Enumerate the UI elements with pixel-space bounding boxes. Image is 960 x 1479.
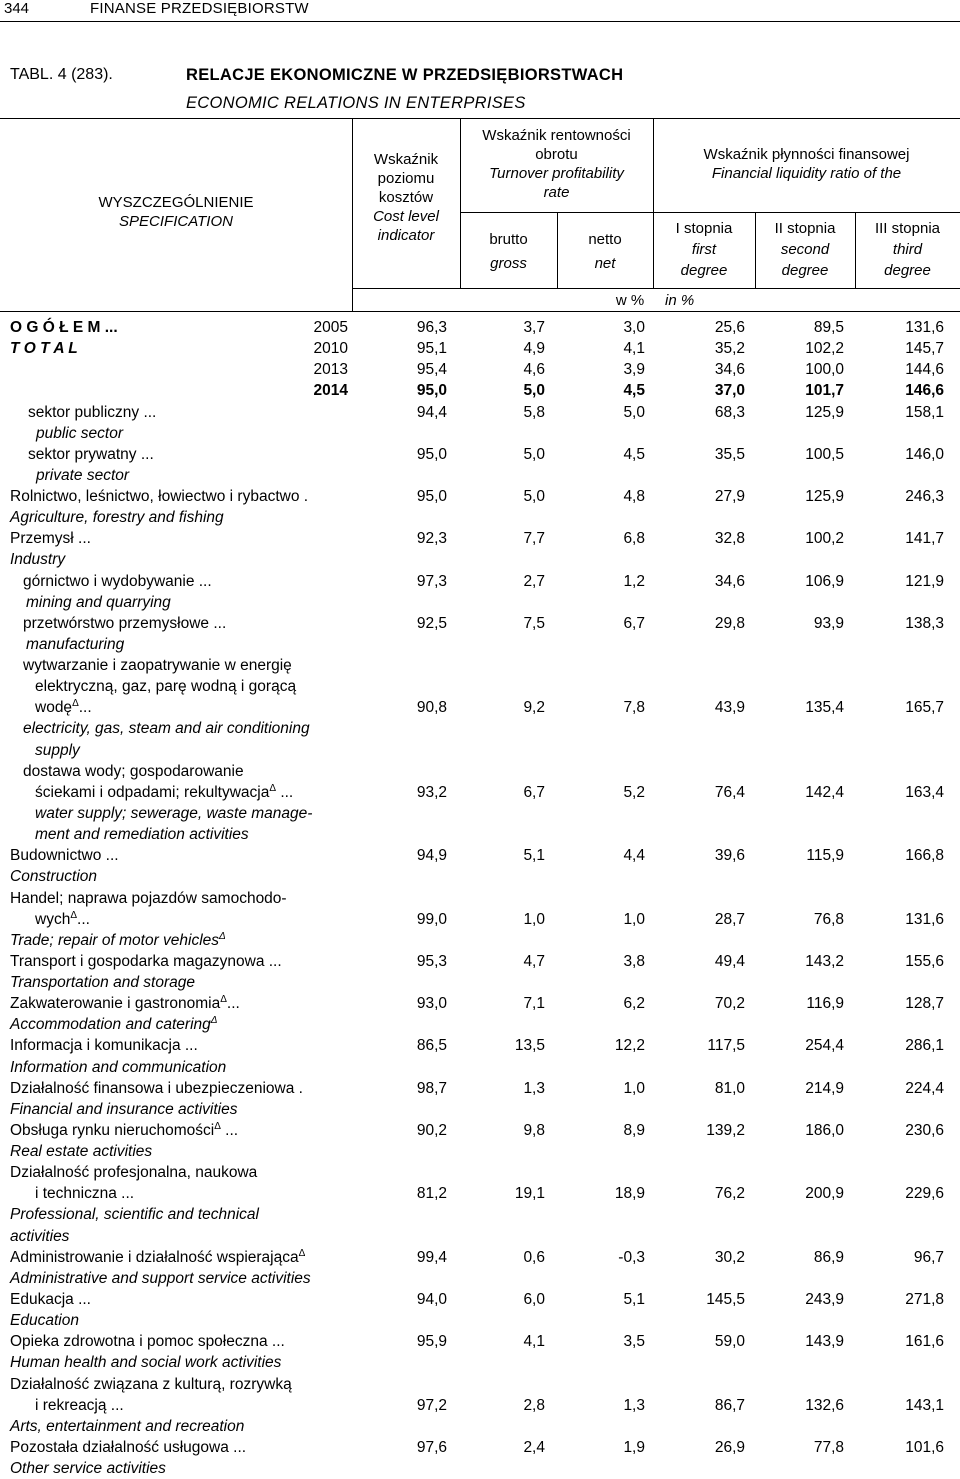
table-cell: 186,0 <box>805 1121 844 1139</box>
running-header <box>0 0 960 21</box>
table-cell: 5,0 <box>523 445 545 463</box>
table-cell: 1,3 <box>523 1079 545 1097</box>
row-label: Trade; repair of motor vehicles$^\Delta$ <box>10 930 226 949</box>
table-title-pl: RELACJE EKONOMICZNE W PRZEDSIĘBIORSTWACH <box>186 66 624 84</box>
table-cell: 35,2 <box>714 340 745 358</box>
row-label: Real estate activities <box>10 1143 153 1161</box>
table-cell: 5,0 <box>523 488 545 506</box>
table-cell: 4,1 <box>623 340 645 358</box>
table-cell: 93,9 <box>813 614 844 632</box>
table-cell: 86,7 <box>714 1396 745 1414</box>
table-row <box>0 1014 960 1035</box>
table-cell: 125,9 <box>805 488 844 506</box>
row-label: Działalność finansowa i ubezpieczeniowa . <box>10 1079 303 1097</box>
table-cell: 125,9 <box>805 403 844 421</box>
header-bottom-rule <box>0 311 960 312</box>
table-row <box>0 1183 960 1204</box>
table-row <box>0 1120 960 1141</box>
table-cell: 158,1 <box>905 403 944 421</box>
row-label: wodę$^\Delta$... <box>35 698 92 717</box>
row-label: sektor publiczny ... <box>28 403 157 421</box>
table-row <box>0 888 960 909</box>
table-cell: 94,0 <box>416 1290 447 1308</box>
table-cell: 4,5 <box>623 445 645 463</box>
table-cell: 95,1 <box>416 340 447 358</box>
table-cell: 121,9 <box>905 572 944 590</box>
table-cell: 9,8 <box>523 1121 545 1139</box>
table-row <box>0 507 960 528</box>
table-cell: 131,6 <box>905 910 944 928</box>
table-row <box>0 824 960 845</box>
row-label: Edukacja ... <box>10 1290 91 1308</box>
table-cell: 145,5 <box>706 1290 745 1308</box>
table-cell: 6,8 <box>623 530 645 548</box>
header-specification: WYSZCZEGÓLNIENIE SPECIFICATION <box>98 194 254 230</box>
row-label: Transportation and storage <box>10 974 195 992</box>
table-row <box>0 592 960 613</box>
row-label: water supply; sewerage, waste manage- <box>35 804 313 822</box>
row-label: Handel; naprawa pojazdów samochodo- <box>10 889 287 907</box>
table-cell: 76,2 <box>714 1185 745 1203</box>
table-cell: 7,8 <box>623 699 645 717</box>
table-row <box>0 380 960 401</box>
delta-mark-icon: Δ <box>220 994 227 1005</box>
table-cell: 35,5 <box>714 445 745 463</box>
row-label: Informacja i komunikacja ... <box>10 1037 198 1055</box>
table-cell: 131,6 <box>905 319 944 336</box>
delta-mark-icon: Δ <box>269 782 277 794</box>
table-row <box>0 951 960 972</box>
delta-mark-icon: Δ <box>72 698 79 710</box>
table-cell: 97,2 <box>416 1396 447 1414</box>
table-cell: 286,1 <box>905 1037 944 1055</box>
table-cell: 1,3 <box>623 1396 645 1414</box>
row-label: Agriculture, forestry and fishing <box>10 509 224 527</box>
row-label: przetwórstwo przemysłowe ... <box>23 614 227 632</box>
row-label: Budownictwo ... <box>10 847 119 865</box>
table-cell: 94,9 <box>416 847 447 865</box>
table-cell: 3,0 <box>623 319 645 336</box>
table-row <box>0 1416 960 1437</box>
page-number: 344 <box>4 0 30 17</box>
table-cell: 229,6 <box>905 1185 944 1203</box>
table-cell: 34,6 <box>714 361 745 379</box>
table-row <box>0 1057 960 1078</box>
table-cell: 34,6 <box>714 572 745 590</box>
table-cell: 7,5 <box>523 614 545 632</box>
table-cell: 6,2 <box>623 995 645 1013</box>
header-net: netto net <box>588 231 622 272</box>
table-row <box>0 909 960 930</box>
table-cell: 243,9 <box>805 1290 844 1308</box>
header-subrule <box>460 212 960 213</box>
table-cell: 49,4 <box>714 952 745 970</box>
row-label: Działalność związana z kulturą, rozrywką <box>10 1375 292 1393</box>
table-cell: 77,8 <box>813 1438 844 1456</box>
table-cell: 101,6 <box>905 1438 944 1456</box>
table-row <box>0 866 960 887</box>
table-cell: 7,1 <box>523 995 545 1013</box>
table-cell: 2,8 <box>523 1396 545 1414</box>
table-cell: 139,2 <box>706 1121 745 1139</box>
table-cell: 142,4 <box>805 783 844 801</box>
table-cell: -0,3 <box>618 1248 645 1266</box>
table-cell: 138,3 <box>905 614 944 632</box>
row-year: 2010 <box>313 340 348 358</box>
table-cell: 271,8 <box>905 1290 944 1308</box>
table-cell: 19,1 <box>514 1185 545 1203</box>
table-row <box>0 930 960 951</box>
row-label: manufacturing <box>26 635 125 653</box>
table-cell: 29,8 <box>714 614 745 632</box>
table-row <box>0 803 960 824</box>
table-row <box>0 1162 960 1183</box>
row-label: Professional, scientific and technical <box>10 1206 259 1224</box>
row-label: Pozostała działalność usługowa ... <box>10 1438 247 1456</box>
row-label: Construction <box>10 868 98 886</box>
table-cell: 4,7 <box>523 952 545 970</box>
table-row <box>0 1141 960 1162</box>
table-row <box>0 1226 960 1247</box>
table-cell: 93,2 <box>416 783 447 801</box>
table-cell: 27,9 <box>714 488 745 506</box>
table-row <box>0 740 960 761</box>
row-label: dostawa wody; gospodarowanie <box>23 762 244 780</box>
table-row <box>0 993 960 1014</box>
header-second-degree: II stopnia second degree <box>774 220 836 279</box>
row-label: Administrowanie i działalność wspierająca$^\Delta$ <box>10 1247 306 1266</box>
row-label: Transport i gospodarka magazynowa ... <box>10 952 282 970</box>
row-label: ściekami i odpadami; rekultywacja$^\Delta$ ... <box>35 782 294 801</box>
delta-mark-icon: Δ <box>70 909 78 921</box>
table-cell: 89,5 <box>813 319 844 336</box>
table-cell: 26,9 <box>714 1438 745 1456</box>
table-row <box>0 613 960 634</box>
table-cell: 6,7 <box>623 614 645 632</box>
table-cell: 254,4 <box>805 1037 844 1055</box>
header-turnover-profitability: Wskaźnik rentowności obrotu Turnover profitability rate <box>482 127 631 201</box>
table-cell: 99,4 <box>416 1248 447 1266</box>
table-cell: 94,4 <box>416 403 447 421</box>
table-row <box>0 528 960 549</box>
table-cell: 12,2 <box>614 1037 645 1055</box>
table-row <box>0 676 960 697</box>
row-label: wytwarzanie i zaopatrywanie w energię <box>23 657 292 675</box>
row-label: Financial and insurance activities <box>10 1100 238 1118</box>
table-cell: 2,4 <box>523 1438 545 1456</box>
table-cell: 59,0 <box>714 1333 745 1351</box>
table-cell: 5,2 <box>623 783 645 801</box>
table-cell: 5,0 <box>523 382 545 400</box>
row-label: Arts, entertainment and recreation <box>10 1417 245 1435</box>
running-head-title: FINANSE PRZEDSIĘBIORSTW <box>90 0 309 17</box>
table-number: TABL. 4 (283). <box>10 66 113 83</box>
table-cell: 0,6 <box>523 1248 545 1266</box>
row-year: 2005 <box>313 319 348 336</box>
row-label: górnictwo i wydobywanie ... <box>23 572 212 590</box>
table-cell: 135,4 <box>805 699 844 717</box>
table-cell: 81,0 <box>714 1079 745 1097</box>
table-cell: 90,2 <box>416 1121 447 1139</box>
table-cell: 4,1 <box>523 1333 545 1351</box>
row-label: private sector <box>36 466 130 484</box>
header-first-degree: I stopnia first degree <box>675 220 733 279</box>
table-cell: 5,1 <box>523 847 545 865</box>
table-cell: 100,5 <box>805 445 844 463</box>
table-cell: 90,8 <box>416 699 447 717</box>
table-cell: 25,6 <box>714 319 745 336</box>
table-cell: 4,9 <box>523 340 545 358</box>
table-row <box>0 402 960 423</box>
table-cell: 13,5 <box>514 1037 545 1055</box>
table-cell: 98,7 <box>416 1079 447 1097</box>
row-year: 2013 <box>313 361 348 379</box>
table-cell: 101,7 <box>805 382 844 400</box>
table-row <box>0 465 960 486</box>
table-row <box>0 1331 960 1352</box>
table-cell: 2,7 <box>523 572 545 590</box>
table-cell: 5,0 <box>623 403 645 421</box>
table-row <box>0 697 960 718</box>
table-cell: 144,6 <box>905 361 944 379</box>
row-label: i techniczna ... <box>35 1185 135 1203</box>
table-cell: 145,7 <box>905 340 944 358</box>
table-cell: 4,6 <box>523 361 545 379</box>
header-rule <box>0 21 960 22</box>
row-label: Industry <box>10 551 66 569</box>
table-row <box>0 761 960 782</box>
table-cell: 6,7 <box>523 783 545 801</box>
table-cell: 128,7 <box>905 995 944 1013</box>
row-label: Działalność profesjonalna, naukowa <box>10 1164 258 1182</box>
table-cell: 132,6 <box>805 1396 844 1414</box>
table-cell: 166,8 <box>905 847 944 865</box>
table-row <box>0 634 960 655</box>
table-cell: 155,6 <box>905 952 944 970</box>
table-cell: 117,5 <box>707 1037 745 1055</box>
table-row <box>0 1352 960 1373</box>
table-cell: 95,3 <box>416 952 447 970</box>
table-cell: 95,0 <box>416 382 447 400</box>
row-label: Zakwaterowanie i gastronomia$^\Delta$... <box>10 994 240 1013</box>
table-cell: 1,0 <box>623 910 645 928</box>
table-cell: 99,0 <box>416 910 447 928</box>
table-title-en: ECONOMIC RELATIONS IN ENTERPRISES <box>186 94 526 112</box>
header-gross: brutto gross <box>489 231 528 272</box>
row-label: Rolnictwo, leśnictwo, łowiectwo i rybactwo . <box>10 488 309 506</box>
table-cell: 1,0 <box>623 1079 645 1097</box>
header-third-degree: III stopnia third degree <box>874 220 941 279</box>
table-cell: 18,9 <box>614 1185 645 1203</box>
header-cost-level: Wskaźnik poziomu kosztów Cost level indicator <box>373 151 439 244</box>
table-cell: 93,0 <box>416 995 447 1013</box>
table-cell: 95,0 <box>416 488 447 506</box>
table-row <box>0 444 960 465</box>
table-row <box>0 423 960 444</box>
delta-mark-icon: Δ <box>298 1247 306 1259</box>
table-row <box>0 571 960 592</box>
table-cell: 100,0 <box>805 361 844 379</box>
table-cell: 115,9 <box>806 847 844 865</box>
table-cell: 43,9 <box>714 699 745 717</box>
row-label: Przemysł ... <box>10 530 91 548</box>
table-cell: 1,9 <box>623 1438 645 1456</box>
row-label: Other service activities <box>10 1460 166 1478</box>
row-label: Administrative and support service activities <box>10 1269 311 1287</box>
table-row <box>0 1204 960 1225</box>
row-label: Accommodation and catering$^\Delta$ <box>10 1015 218 1034</box>
table-row <box>0 655 960 676</box>
table-cell: 102,2 <box>805 340 844 358</box>
table-cell: 3,8 <box>623 952 645 970</box>
table-cell: 4,8 <box>623 488 645 506</box>
table-row <box>0 1078 960 1099</box>
row-label: activities <box>10 1227 70 1245</box>
row-label: i rekreacją ... <box>35 1396 124 1414</box>
table-row <box>0 486 960 507</box>
table-cell: 70,2 <box>714 995 745 1013</box>
table-row <box>0 782 960 803</box>
row-label: Obsługa rynku nieruchomości$^\Delta$ ... <box>10 1120 239 1139</box>
header-unit: w % in % <box>615 292 695 309</box>
table-cell: 30,2 <box>714 1248 745 1266</box>
table-row <box>0 1374 960 1395</box>
table-cell: 143,2 <box>805 952 844 970</box>
table-cell: 4,4 <box>623 847 645 865</box>
table-cell: 86,9 <box>813 1248 844 1266</box>
row-label: T O T A L <box>10 340 78 358</box>
table-cell: 143,9 <box>805 1333 844 1351</box>
table-row <box>0 1395 960 1416</box>
table-cell: 106,9 <box>805 572 844 590</box>
table-row <box>0 1268 960 1289</box>
row-label: Information and communication <box>10 1058 227 1076</box>
row-label: O G Ó Ł E M ... <box>10 319 118 336</box>
table-cell: 86,5 <box>416 1037 447 1055</box>
table-cell: 39,6 <box>714 847 745 865</box>
table-cell: 9,2 <box>523 699 545 717</box>
table-cell: 6,0 <box>523 1290 545 1308</box>
table-row <box>0 1247 960 1268</box>
row-label: Education <box>10 1312 79 1330</box>
table-cell: 5,1 <box>623 1290 645 1308</box>
table-cell: 5,8 <box>523 403 545 421</box>
table-cell: 95,9 <box>416 1333 447 1351</box>
row-label: mining and quarrying <box>26 593 171 611</box>
table-cell: 96,7 <box>913 1248 944 1266</box>
table-cell: 4,5 <box>623 382 645 400</box>
table-cell: 1,2 <box>623 572 645 590</box>
table-cell: 76,4 <box>714 783 745 801</box>
table-row <box>0 359 960 380</box>
table-cell: 146,0 <box>905 445 944 463</box>
table-row <box>0 845 960 866</box>
header-unit-rule <box>352 288 960 289</box>
table-cell: 92,3 <box>416 530 447 548</box>
table-row <box>0 317 960 338</box>
table-row <box>0 549 960 570</box>
table-cell: 8,9 <box>623 1121 645 1139</box>
table-cell: 143,1 <box>905 1396 944 1414</box>
table-row <box>0 1289 960 1310</box>
table-cell: 92,5 <box>416 614 447 632</box>
row-label: elektryczną, gaz, parę wodną i gorącą <box>35 678 297 696</box>
table-cell: 3,7 <box>523 319 545 336</box>
table-cell: 37,0 <box>714 382 745 400</box>
table-cell: 3,5 <box>623 1333 645 1351</box>
table-row <box>0 1437 960 1458</box>
delta-mark-icon: Δ <box>219 930 226 942</box>
table-cell: 246,3 <box>905 488 944 506</box>
row-label: Opieka zdrowotna i pomoc społeczna ... <box>10 1333 285 1351</box>
table-cell: 3,9 <box>623 361 645 379</box>
row-label: Human health and social work activities <box>10 1354 282 1372</box>
table-row <box>0 1035 960 1056</box>
row-label: sektor prywatny ... <box>28 445 154 463</box>
table-cell: 230,6 <box>905 1121 944 1139</box>
table-cell: 97,3 <box>416 572 447 590</box>
table-cell: 165,7 <box>905 699 944 717</box>
delta-mark-icon: Δ <box>210 1015 218 1027</box>
row-label: ment and remediation activities <box>35 826 249 844</box>
table-cell: 95,0 <box>416 445 447 463</box>
table-cell: 200,9 <box>805 1185 844 1203</box>
table-row <box>0 1458 960 1479</box>
table-cell: 95,4 <box>416 361 447 379</box>
table-cell: 81,2 <box>416 1185 447 1203</box>
table-cell: 68,3 <box>714 403 745 421</box>
header-top-rule <box>0 118 960 119</box>
table-cell: 1,0 <box>523 910 545 928</box>
table-row <box>0 718 960 739</box>
row-label: electricity, gas, steam and air conditioning <box>23 720 310 738</box>
table-cell: 76,8 <box>813 910 844 928</box>
delta-mark-icon: Δ <box>214 1120 221 1132</box>
row-label: supply <box>35 741 80 759</box>
table-cell: 163,4 <box>905 783 944 801</box>
table-row <box>0 338 960 359</box>
table-cell: 116,9 <box>806 995 844 1013</box>
row-year: 2014 <box>313 382 348 400</box>
table-cell: 214,9 <box>805 1079 844 1097</box>
table-cell: 146,6 <box>905 382 944 400</box>
table-cell: 161,6 <box>905 1333 944 1351</box>
row-label: public sector <box>36 424 124 442</box>
table-cell: 97,6 <box>416 1438 447 1456</box>
row-label: wych$^\Delta$... <box>35 909 90 928</box>
table-row <box>0 972 960 993</box>
table-cell: 96,3 <box>416 319 447 336</box>
table-cell: 7,7 <box>523 530 545 548</box>
table-cell: 224,4 <box>905 1079 944 1097</box>
table-cell: 141,7 <box>905 530 944 548</box>
table-cell: 100,2 <box>805 530 844 548</box>
table-cell: 32,8 <box>714 530 745 548</box>
table-row <box>0 1310 960 1331</box>
table-row <box>0 1099 960 1120</box>
header-financial-liquidity: Wskaźnik płynności finansowej Financial liquidity ratio of the <box>703 146 910 182</box>
table-cell: 28,7 <box>714 910 745 928</box>
